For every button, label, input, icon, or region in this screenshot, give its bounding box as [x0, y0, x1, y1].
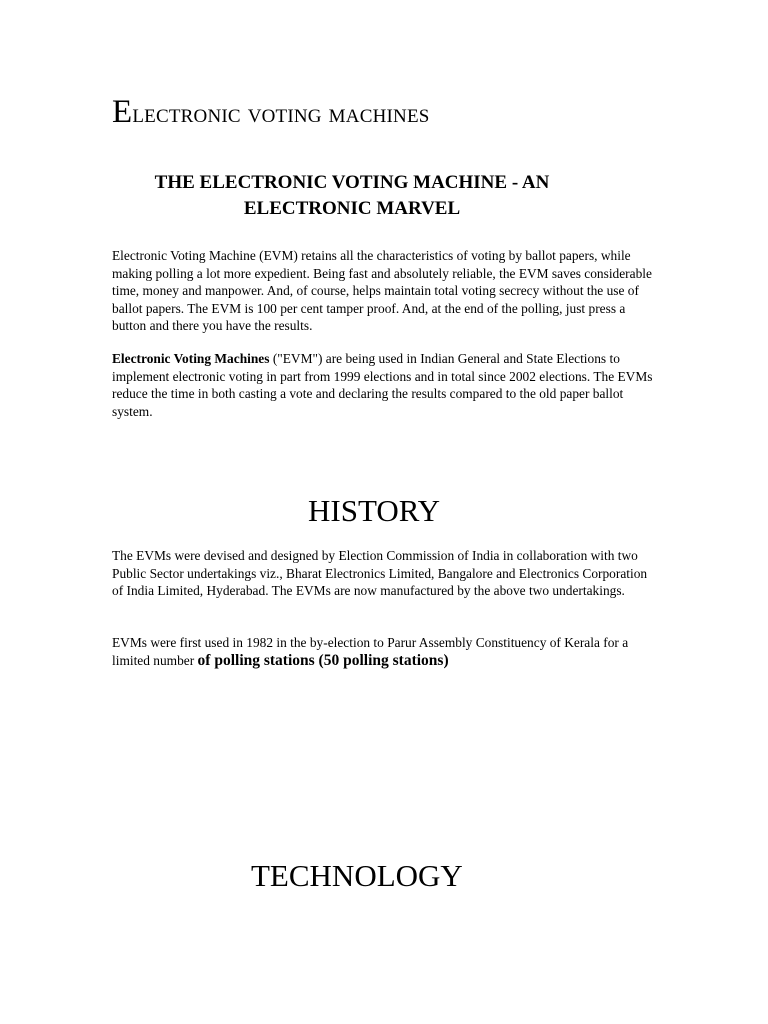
document-subtitle: THE ELECTRONIC VOTING MACHINE - AN ELECTRONIC MARVEL — [154, 172, 550, 219]
history-paragraph-2-text: EVMs were first used in 1982 in the by-election to Parur Assembly Constituency of Kerala for a limited number — [112, 635, 629, 668]
technology-heading: TECHNOLOGY — [251, 858, 463, 893]
evm-usage-text: ("EVM") are being used in Indian General and State Elections to implement electronic voting in part from 1999 elections and in total since 2002 elections. The EVMs reduce the time in both casting a vote and declaring the results compared to the old paper ballot system. — [112, 351, 653, 419]
title-initial: E — [112, 94, 133, 130]
polling-stations-emphasis: of polling stations (50 polling stations) — [197, 651, 449, 669]
title-rest: lectronic voting machines — [132, 98, 430, 128]
evm-usage-paragraph — [112, 350, 657, 420]
history-paragraph-2 — [112, 634, 657, 669]
evm-bold-lead: Electronic Voting Machines — [112, 351, 270, 366]
history-heading: HISTORY — [308, 493, 441, 528]
history-paragraph-1: The EVMs were devised and designed by Election Commission of India in collaboration with two Public Sector undertakings viz., Bharat Electronics Limited, Bangalore and Electronics Corporation of India Limited, Hyderabad. The EVMs are now manufactured by the above two undertakings. — [112, 548, 648, 599]
intro-paragraph: Electronic Voting Machine (EVM) retains all the characteristics of voting by ballot papers, while making polling a lot more expedient. Being fast and absolutely reliable, the EVM saves considerable time, money and manpower. And, of course, helps maintain total voting secrecy without the use of ballot papers. The EVM is 100 per cent tamper proof. And, at the end of the polling, just press a button and there you have the results. — [112, 248, 652, 334]
document-title — [112, 90, 430, 135]
